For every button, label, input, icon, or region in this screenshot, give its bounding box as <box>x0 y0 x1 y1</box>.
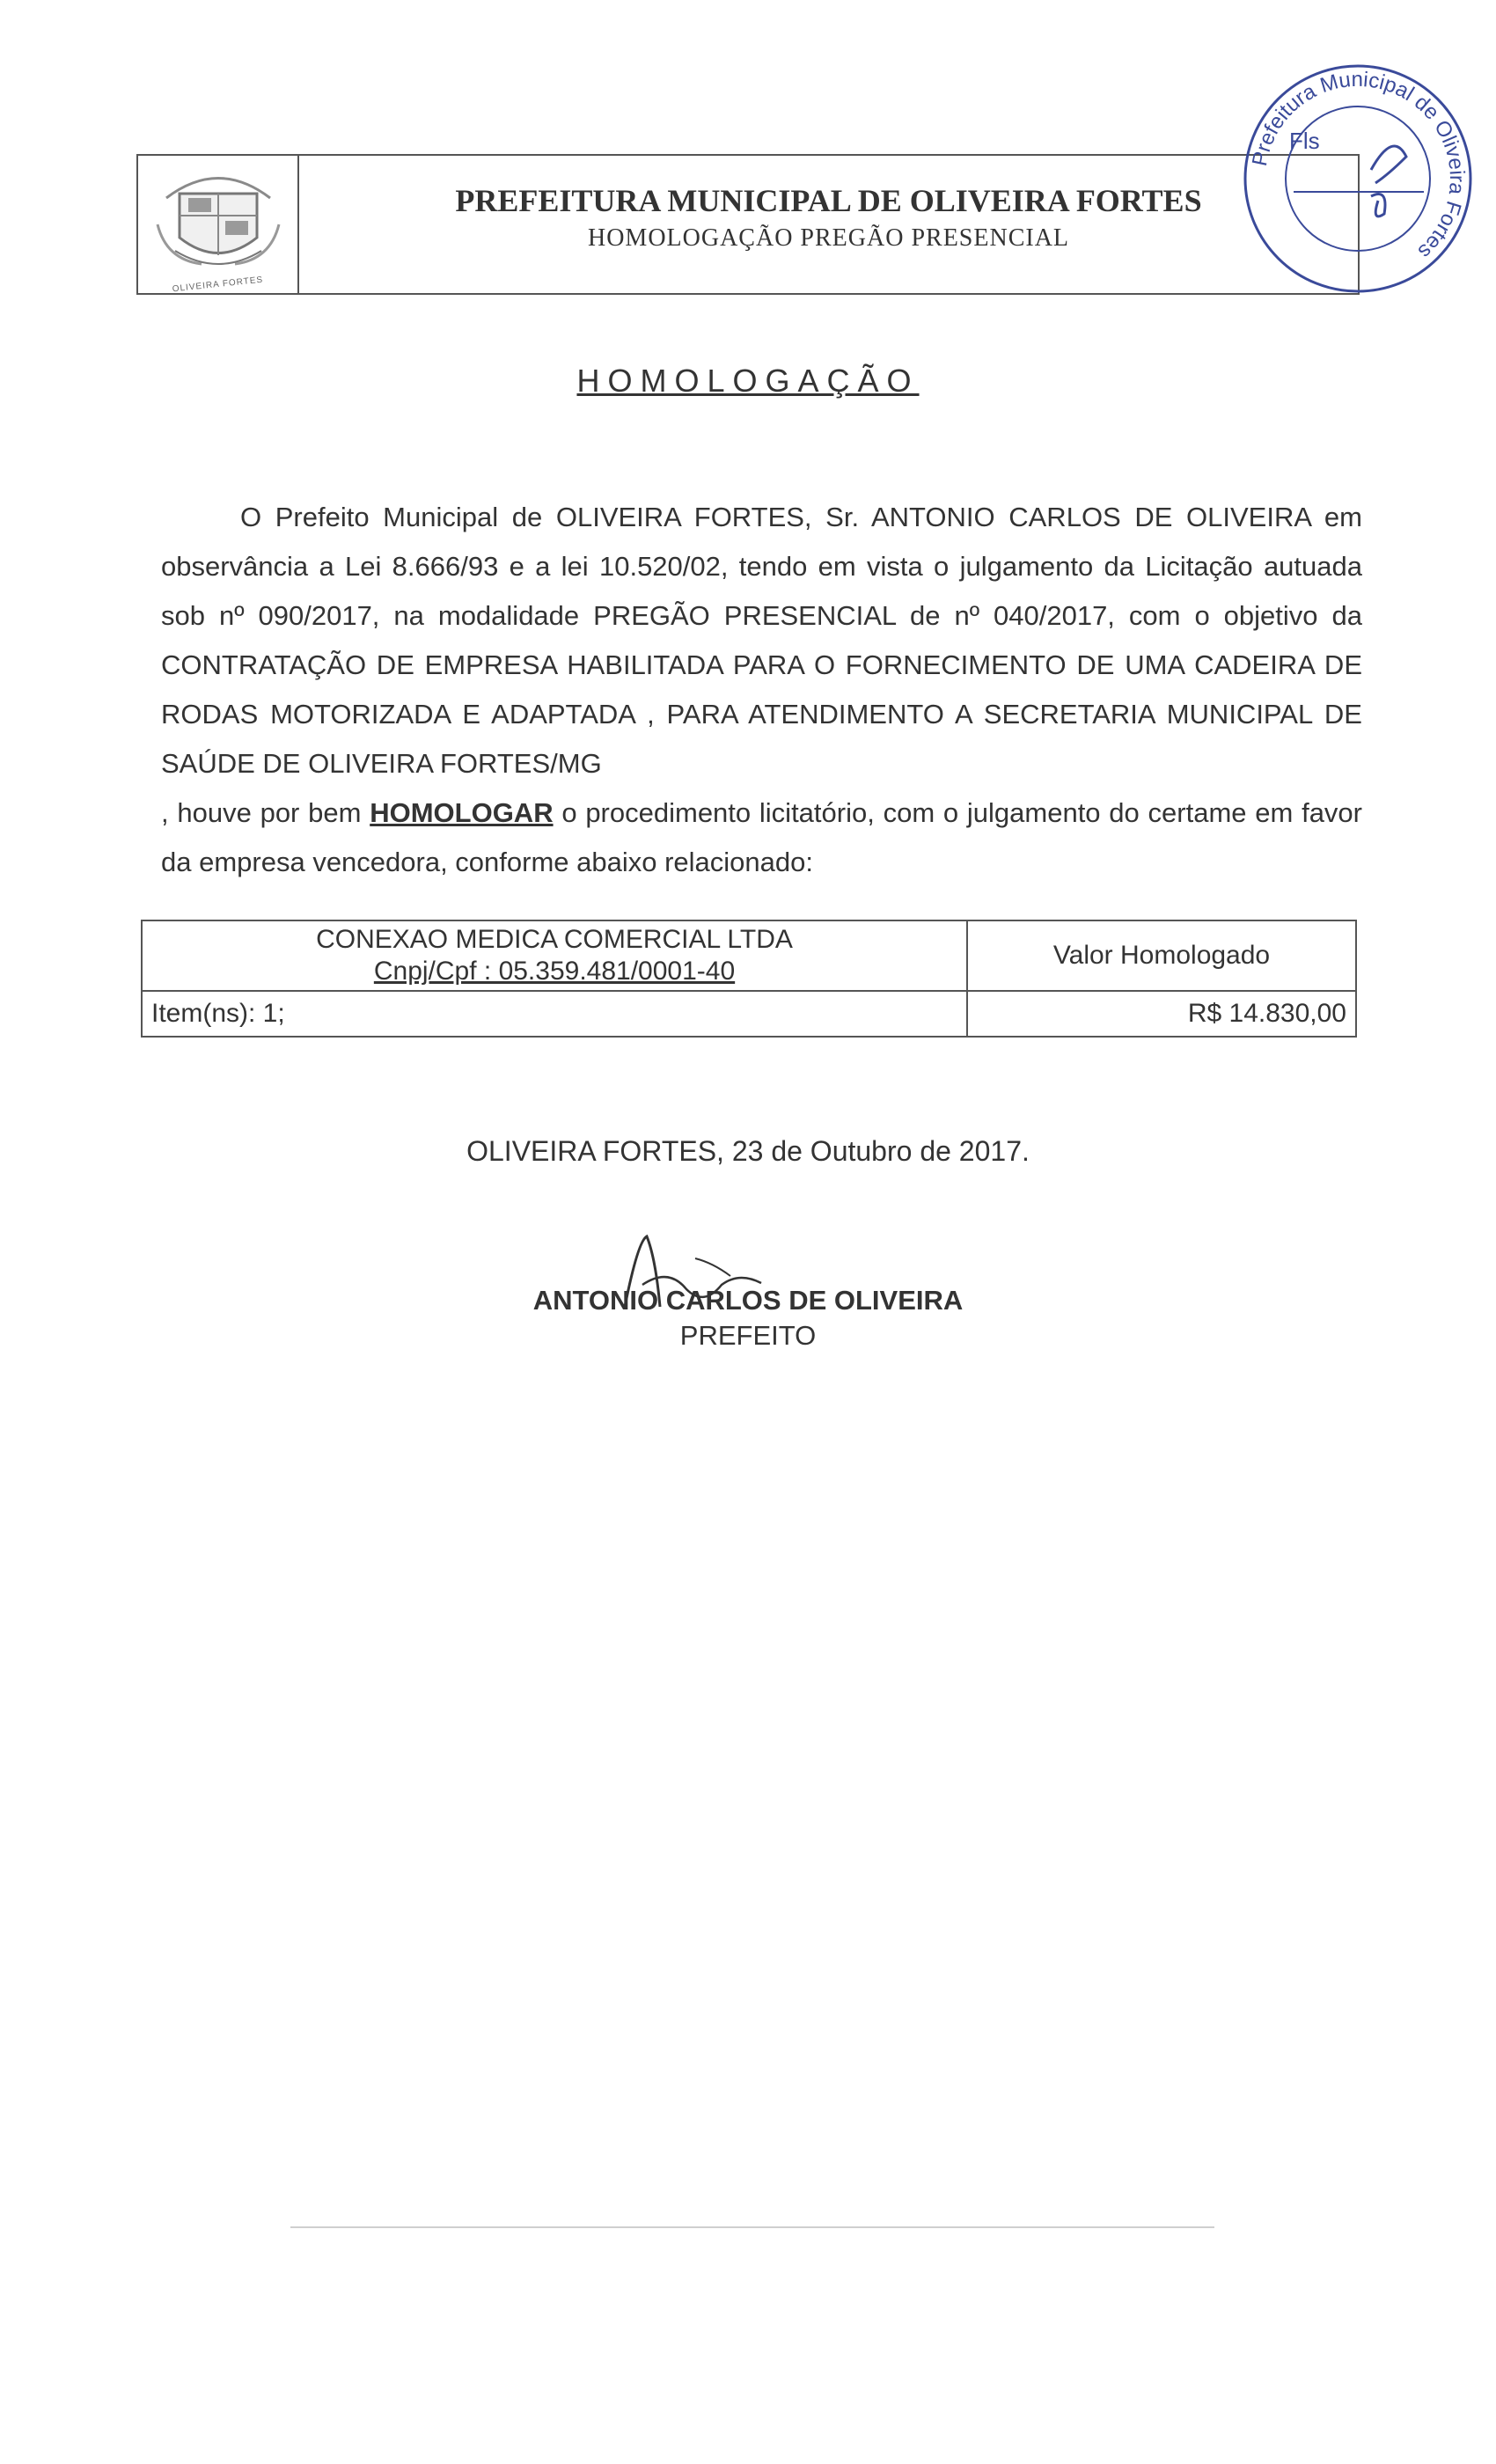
document-header <box>136 154 1360 295</box>
paragraph-2-after: o procedimento licitatório, com o julgamento do certame em favor da empresa vencedora, conforme abaixo relacionado: <box>161 797 1362 877</box>
signer-name: ANTONIO CARLOS DE OLIVEIRA <box>532 1285 964 1316</box>
paragraph-2 <box>161 788 1362 887</box>
paragraph-1 <box>161 493 1362 788</box>
coat-of-arms-icon <box>149 163 288 277</box>
company-name: CONEXAO MEDICA COMERCIAL LTDA <box>316 925 793 954</box>
header-subtitle: HOMOLOGAÇÃO PREGÃO PRESENCIAL <box>587 224 1070 252</box>
stamp-ring-text: Prefeitura Municipal de Oliveira Fortes <box>1247 67 1470 264</box>
amount-cell: R$ 14.830,00 <box>967 991 1356 1037</box>
paragraph-2-before: , houve por bem <box>161 797 370 828</box>
document-title: HOMOLOGAÇÃO <box>576 363 920 399</box>
homologar-keyword: HOMOLOGAR <box>370 797 554 828</box>
body-text <box>161 493 1362 887</box>
value-header-cell: Valor Homologado <box>967 920 1356 991</box>
result-table <box>141 920 1357 1038</box>
company-cnpj: Cnpj/Cpf : 05.359.481/0001-40 <box>373 957 736 986</box>
scan-artifact-line <box>290 2226 1214 2228</box>
signer-role: PREFEITO <box>679 1320 817 1351</box>
table-row <box>142 991 1356 1037</box>
items-cell: Item(ns): 1; <box>142 991 967 1037</box>
coat-of-arms-cell <box>138 156 299 293</box>
stamp-fls-label: Fls <box>1289 128 1320 154</box>
date-line: OLIVEIRA FORTES, 23 de Outubro de 2017. <box>466 1135 1030 1167</box>
municipal-stamp <box>1239 60 1477 297</box>
company-cell <box>142 920 967 991</box>
header-title: PREFEITURA MUNICIPAL DE OLIVEIRA FORTES <box>455 183 1202 218</box>
table-row <box>142 920 1356 991</box>
logo-caption: OLIVEIRA FORTES <box>172 275 264 295</box>
paragraph-1-text: O Prefeito Municipal de OLIVEIRA FORTES, Sr. ANTONIO CARLOS DE OLIVEIRA em observância a Lei 8.666/93 e a lei 10.520/02, tendo em vista o julgamento da Licitação autuada sob nº 090/2017, na modalidade PREGÃO PRESENCIAL de nº 040/2017, com o objetivo da CONTRATAÇÃO DE EMPRESA HABILITADA PARA O FORNECIMENTO DE UMA CADEIRA DE RODAS MOTORIZADA E ADAPTADA , PARA ATENDIMENTO A SECRETARIA MUNICIPAL DE SAÚDE DE OLIVEIRA FORTES/MG <box>161 502 1362 779</box>
